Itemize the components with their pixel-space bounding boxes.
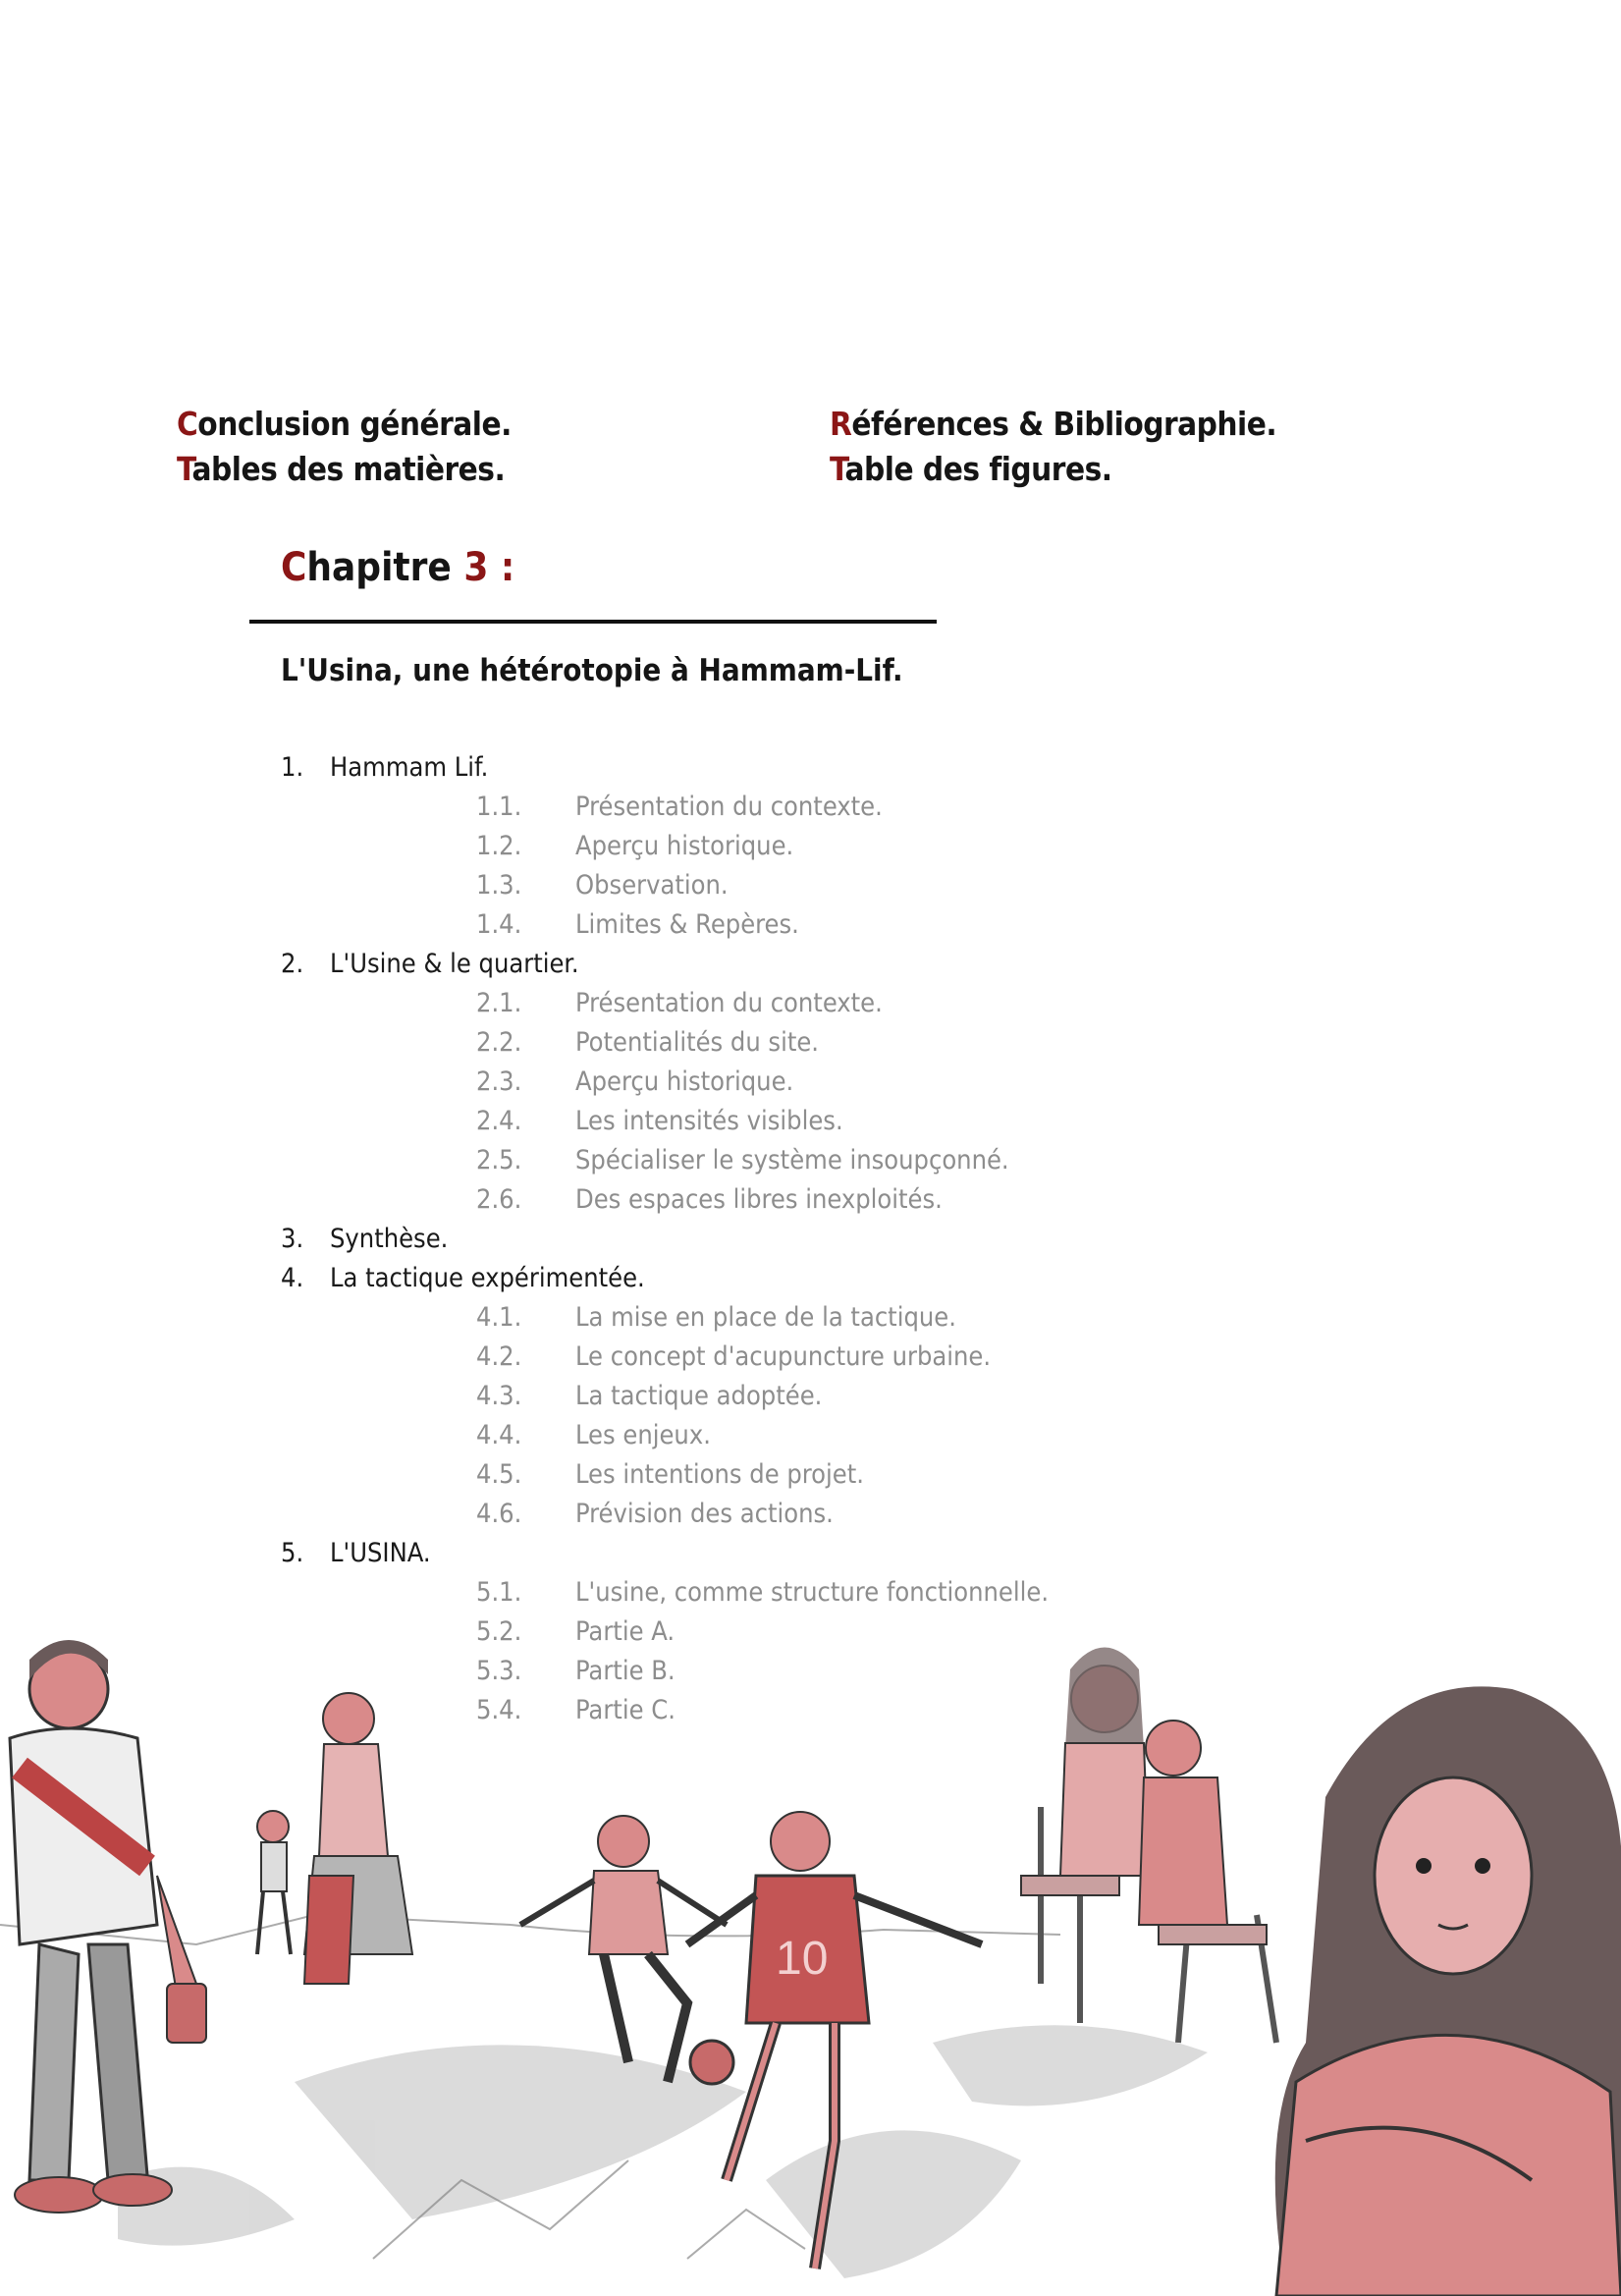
link-table-des-figures[interactable] [830, 448, 1112, 491]
toc-section-5[interactable] [281, 1534, 431, 1573]
toc-number: 1. [281, 752, 304, 783]
toc-title: Spécialiser le système insoupçonné. [575, 1145, 1009, 1175]
toc-number: 1.3. [476, 870, 522, 901]
toc-title: Présentation du contexte. [575, 792, 883, 822]
toc-number: 4.6. [476, 1499, 522, 1529]
illustration-people-playing [0, 1630, 1621, 2296]
drop-initial: T [830, 450, 845, 488]
toc-title: Partie C. [575, 1695, 675, 1725]
toc-subsection[interactable] [476, 1495, 834, 1534]
toc-title: Des espaces libres inexploités. [575, 1184, 943, 1215]
toc-number: 2.6. [476, 1184, 522, 1215]
toc-title: La tactique expérimentée. [330, 1263, 645, 1293]
toc-number: 4.3. [476, 1381, 522, 1411]
drop-initial: T [177, 450, 192, 488]
link-references-bibliographie[interactable] [830, 403, 1276, 446]
toc-subsection[interactable] [476, 1298, 956, 1338]
toc-number: 2.2. [476, 1027, 522, 1058]
toc-subsection[interactable] [476, 1141, 1009, 1180]
toc-section-1[interactable] [281, 748, 488, 788]
toc-title: Partie B. [575, 1656, 675, 1686]
chapter-word: hapitre [306, 545, 452, 590]
toc-title: Le concept d'acupuncture urbaine. [575, 1341, 992, 1372]
chapter-title [281, 545, 514, 590]
toc-number: 2.1. [476, 988, 522, 1018]
toc-number: 1.4. [476, 909, 522, 940]
toc-number: 3. [281, 1224, 304, 1254]
figure-woman-standing [304, 1693, 412, 1984]
toc-number: 5.4. [476, 1695, 522, 1725]
drop-initial: C [177, 405, 198, 443]
toc-number: 5.3. [476, 1656, 522, 1686]
link-text: able des figures. [844, 450, 1112, 488]
toc-title: L'usine, comme structure fonctionnelle. [575, 1577, 1050, 1608]
toc-number: 5.2. [476, 1616, 522, 1647]
toc-number: 2.3. [476, 1066, 522, 1097]
figure-seated-couple [1021, 1648, 1276, 2044]
figure-walking-man [10, 1640, 206, 2213]
toc-subsection[interactable] [476, 1180, 943, 1220]
toc-number: 4.4. [476, 1420, 522, 1450]
toc-title: Présentation du contexte. [575, 988, 883, 1018]
toc-title: Potentialités du site. [575, 1027, 820, 1058]
toc-subsection[interactable] [476, 1063, 793, 1102]
chapter-number: 3 : [463, 545, 515, 590]
link-tables-des-matieres[interactable] [177, 448, 505, 491]
toc-number: 1.2. [476, 831, 522, 861]
figure-boy-kicking [520, 1816, 733, 2084]
toc-title: Partie A. [575, 1616, 675, 1647]
ground-shadows [118, 2025, 1208, 2278]
toc-number: 4.2. [476, 1341, 522, 1372]
link-text: ables des matières. [191, 450, 506, 488]
toc-subsection[interactable] [476, 1455, 864, 1495]
toc-section-2[interactable] [281, 945, 579, 984]
toc-title: Prévision des actions. [575, 1499, 834, 1529]
drop-initial: R [830, 405, 852, 443]
toc-subsection[interactable] [476, 788, 883, 827]
toc-subsection[interactable] [476, 827, 793, 866]
toc-title: La mise en place de la tactique. [575, 1302, 956, 1333]
jersey-number: 10 [776, 1933, 829, 1985]
toc-title: Hammam Lif. [330, 752, 489, 783]
toc-title: Les enjeux. [575, 1420, 711, 1450]
toc-subsection[interactable] [476, 984, 883, 1023]
chapter-divider [249, 620, 937, 624]
figure-girl-portrait [1275, 1686, 1621, 2296]
toc-subsection[interactable] [476, 1023, 819, 1063]
toc-number: 2.5. [476, 1145, 522, 1175]
toc-number: 4. [281, 1263, 304, 1293]
figure-small-child [257, 1811, 291, 1954]
toc-number: 4.1. [476, 1302, 522, 1333]
toc-subsection[interactable] [476, 905, 799, 945]
chapter-subtitle: L'Usina, une hétérotopie à Hammam-Lif. [281, 653, 903, 688]
toc-title: L'Usine & le quartier. [330, 949, 579, 979]
toc-subsection[interactable] [476, 1416, 711, 1455]
chapter-initial: C [281, 545, 307, 590]
toc-title: Les intensités visibles. [575, 1106, 843, 1136]
toc-number: 5.1. [476, 1577, 522, 1608]
toc-title: Synthèse. [330, 1224, 449, 1254]
toc-title: L'USINA. [330, 1538, 431, 1568]
toc-number: 1.1. [476, 792, 522, 822]
toc-title: Les intentions de projet. [575, 1459, 864, 1490]
link-conclusion-generale[interactable] [177, 403, 512, 446]
toc-subsection[interactable] [476, 1338, 991, 1377]
toc-number: 4.5. [476, 1459, 522, 1490]
toc-title: La tactique adoptée. [575, 1381, 823, 1411]
toc-title: Limites & Repères. [575, 909, 799, 940]
toc-number: 5. [281, 1538, 304, 1568]
toc-subsection[interactable] [476, 1573, 1049, 1613]
link-text: éférences & Bibliographie. [851, 405, 1277, 443]
toc-section-4[interactable] [281, 1259, 645, 1298]
toc-title: Observation. [575, 870, 729, 901]
link-text: onclusion générale. [197, 405, 512, 443]
toc-title: Aperçu historique. [575, 1066, 794, 1097]
toc-number: 2.4. [476, 1106, 522, 1136]
toc-number: 2. [281, 949, 304, 979]
toc-subsection[interactable] [476, 1377, 822, 1416]
toc-subsection[interactable] [476, 1102, 843, 1141]
toc-subsection[interactable] [476, 866, 729, 905]
toc-section-3[interactable] [281, 1220, 448, 1259]
toc-title: Aperçu historique. [575, 831, 794, 861]
